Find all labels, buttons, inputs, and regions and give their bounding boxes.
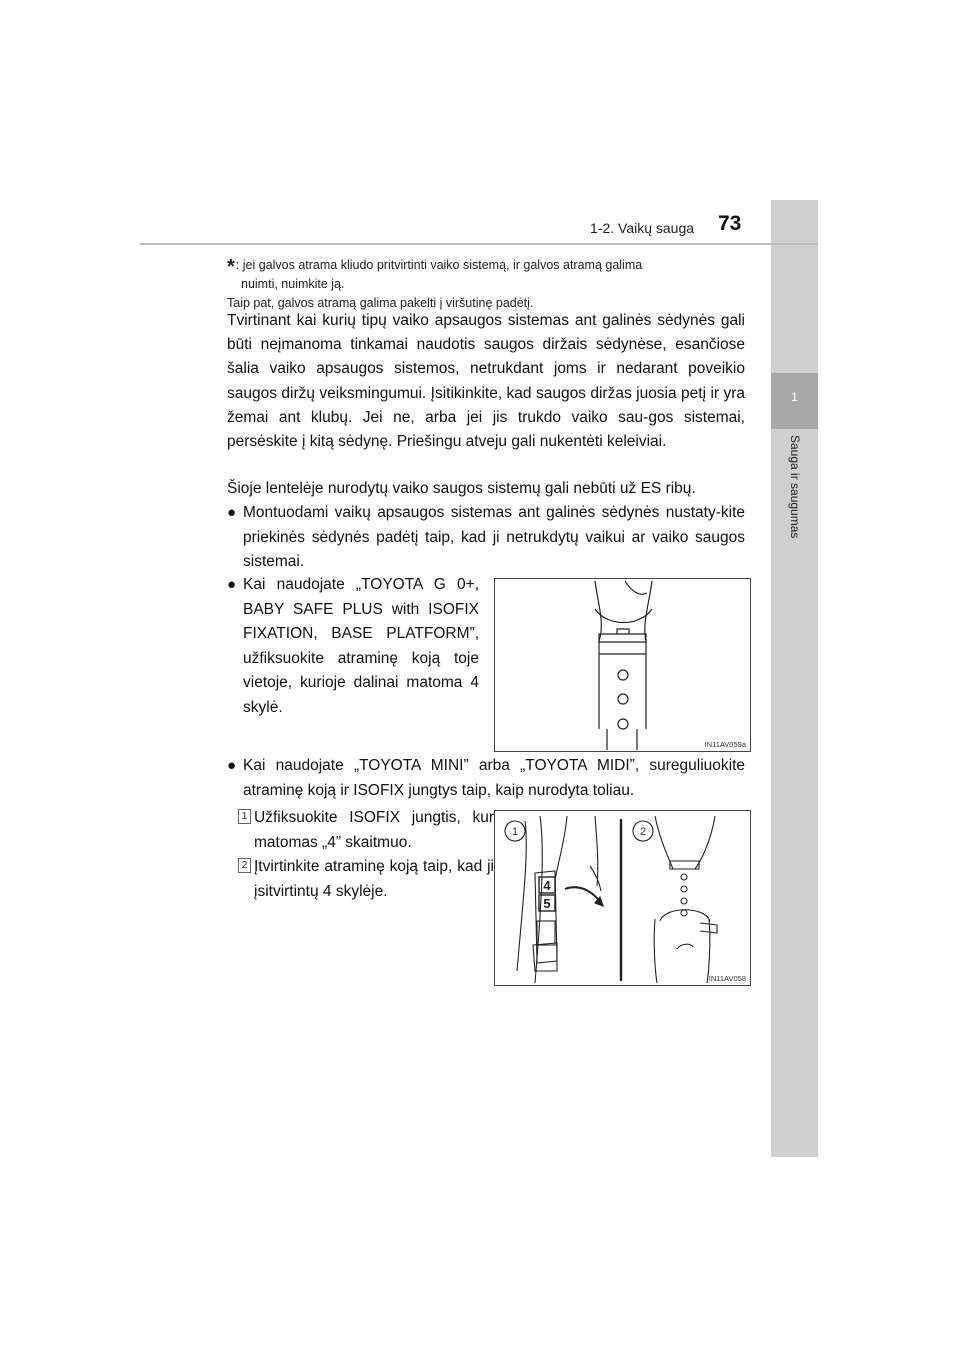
page-number: 73	[718, 212, 742, 235]
bullet-toyota-mini	[227, 754, 745, 803]
bullet-text: Kai naudojate „TOYOTA G 0+, BABY SAFE PLUS with ISOFIX FIXATION, BASE PLATFORM”, užfiksuokite atraminę koją toje vietoje, kurioje dalinai matoma 4 skylė.	[243, 576, 479, 716]
callout-1-label: 1	[511, 826, 519, 838]
bullet-dot: ●	[227, 576, 237, 593]
step-1-text: Užfiksuokite ISOFIX jungtis, kur matomas „4” skaitmuo.	[254, 809, 494, 851]
footnote-line-2: nuimti, nuimkite ją.	[241, 277, 345, 291]
support-leg-illustration	[495, 579, 750, 751]
section-title: 1-2. Vaikų sauga	[590, 220, 695, 236]
footnote	[227, 254, 747, 313]
figure-support-leg	[494, 578, 751, 752]
bullet-dot: ●	[227, 757, 237, 774]
step-2-text: Įtvirtinkite atraminę koją taip, kad ji įsitvirtintų 4 skylėje.	[254, 858, 494, 900]
footnote-line-1	[227, 254, 747, 278]
chapter-title: Sauga ir saugumas	[788, 435, 802, 539]
step-number-1: 1	[238, 809, 251, 824]
step-number-2: 2	[238, 858, 251, 873]
bullet-text: Kai naudojate „TOYOTA MINI” arba „TOYOTA MIDI”, sureguliuokite atraminę koją ir ISOFIX jungtys taip, kaip nurodyta toliau.	[243, 757, 745, 799]
bullet-baby-safe	[227, 573, 479, 720]
figure-isofix-adjustment	[494, 810, 751, 986]
paragraph-eu-note: Šioje lentelėje nurodytų vaiko saugos sistemų gali nebūti už ES ribų.	[227, 480, 696, 497]
chapter-number: 1	[791, 390, 798, 404]
callout-2-label: 2	[639, 826, 647, 838]
footnote-text-1: : jei galvos atrama kliudo pritvirtinti vaiko sistemą, ir galvos atramą galima	[235, 258, 643, 272]
header-rule	[140, 243, 818, 245]
chapter-side-bar	[771, 200, 818, 1157]
bullet-front-seat	[227, 501, 745, 575]
bullet-text: Montuodami vaikų apsaugos sistemas ant galinės sėdynės nustaty-kite priekinės sėdynės padėtį taip, kad ji netrukdytų vaikui ar vaiko saugos sistemai.	[243, 504, 745, 570]
isofix-illustration	[495, 811, 750, 985]
bullet-dot: ●	[227, 504, 237, 521]
footnote-marker: *	[227, 256, 235, 278]
footnote-line-3: Taip pat, galvos atramą galima pakelti į viršutinę padėtį.	[227, 296, 534, 310]
paragraph-seat-belts: Tvirtinant kai kurių tipų vaiko apsaugos sistemas ant galinės sėdynės gali būti neįmanoma tinkamai naudotis saugos diržais sėdynėse, esančiose šalia vaiko apsaugos sistemos, netrukdant joms ir nedarant poveikio saugos diržų veiksmingumui. Įsitikinkite, kad saugos diržas juosia petį ir yra žemai ant klubų. Jei ne, arba jei jis trukdo vaiko sau-gos sistemai, persėskite į kitą sėdynę. Priešingu atveju gali nukentėti keleiviai.	[227, 312, 745, 451]
figure-code: IN11AV059a	[704, 740, 746, 749]
digit-4-label: 4	[543, 878, 551, 893]
digit-5-label: 5	[543, 896, 551, 911]
figure-code: IN11AV058	[708, 974, 746, 983]
